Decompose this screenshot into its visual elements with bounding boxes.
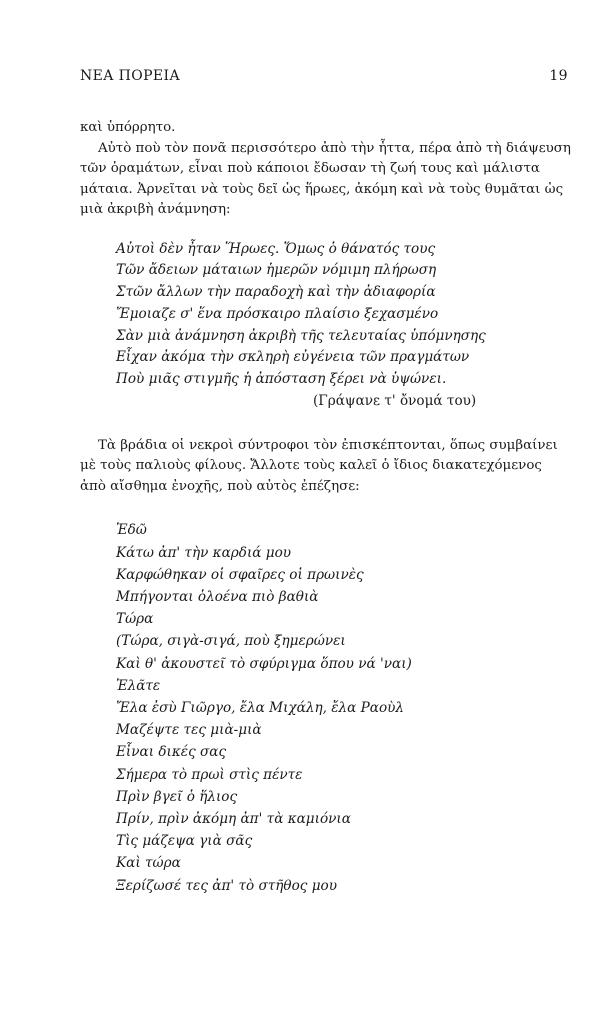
poem-line: Ἔμοιαζε σ' ἕνα πρόσκαιρο πλαίσιο ξεχασμένο <box>116 305 439 322</box>
poem-quote <box>80 239 572 413</box>
paragraph: Τὰ βράδια οἱ νεκροὶ σύντροφοι τὸν ἐπισκέπτονται, ὅπως συμβαίνει μὲ τοὺς παλιοὺς φίλους. Ἄλλοτε τοὺς καλεῖ ὁ ἴδιος διακατεχόμενος ἀπὸ αἴσθημα ἐνοχῆς, ποὺ αὐτὸς ἐπέζησε: <box>80 437 558 494</box>
poem-line: Ξερίζωσέ τες ἀπ' τὸ στῆθος μου <box>116 877 338 894</box>
poem-line: Εἶναι δικές σας <box>116 744 227 761</box>
paragraph-continuation: καὶ ὑπόρρητο. <box>80 120 176 135</box>
poem-line: Καρφώθηκαν οἱ σφαῖρες οἱ πρωινὲς <box>116 566 364 583</box>
poem-line: Στῶν ἄλλων τὴν παραδοχὴ καὶ τὴν ἀδιαφορία <box>116 284 436 301</box>
poem-line: Κάτω ἀπ' τὴν καρδιά μου <box>116 544 292 561</box>
poem-line: Ἐλᾶτε <box>116 677 161 694</box>
poem-line: Ἔλα ἐσὺ Γιῶργο, ἔλα Μιχάλη, ἔλα Ραοὺλ <box>116 700 405 716</box>
poem-line: Καὶ τώρα <box>116 855 181 872</box>
poem-quote <box>80 519 572 896</box>
poem-line: Τώρα <box>116 611 154 628</box>
poem-line: Πρὶν βγεῖ ὁ ἥλιος <box>116 788 238 805</box>
poem-line: Μαζέψτε τες μιὰ-μιὰ <box>116 722 262 739</box>
poem-line: (Τώρα, σιγὰ-σιγά, ποὺ ξημερώνει <box>116 633 346 650</box>
poem-line: Ἐδῶ <box>116 522 147 539</box>
poem-line: Εἶχαν ἀκόμα τὴν σκληρὴ εὐγένεια τῶν πραγμάτων <box>116 349 470 366</box>
poem-line: Ποὺ μιᾶς στιγμῆς ἡ ἀπόσταση ξέρει νὰ ὑψώνει. <box>116 371 447 388</box>
poem-line: Τὶς μάζεψα γιὰ σᾶς <box>116 833 253 850</box>
poem-line: Καὶ θ' ἀκουστεῖ τὸ σφύριγμα ὅπου νά 'ναι) <box>116 655 412 672</box>
poem-line: Σήμερα τὸ πρωὶ στὶς πέντε <box>116 766 303 783</box>
poem-line: Πρίν, πρὶν ἀκόμη ἀπ' τὰ καμιόνια <box>116 811 351 828</box>
page-body <box>80 118 572 897</box>
poem-source: (Γράψανε τ' ὄνομά του) <box>313 393 477 410</box>
page-number: 19 <box>549 68 568 84</box>
poem-line: Τῶν ἄδειων μάταιων ἡμερῶν νόμιμη πλήρωση <box>116 262 437 279</box>
poem-line: Αὐτοὶ δὲν ἦταν Ἥρωες. Ὅμως ὁ θάνατός τους <box>116 240 436 257</box>
poem-line: Μπήγονται ὁλοένα πιὸ βαθιὰ <box>116 588 319 605</box>
journal-title: ΝΕΑ ΠΟΡΕΙΑ <box>80 68 180 84</box>
paragraph: Αὐτὸ ποὺ τὸν πονᾶ περισσότερο ἀπὸ τὴν ἧττα, πέρα ἀπὸ τὴ διάψευση τῶν ὁραμάτων, εἶναι ποὺ κάποιοι ἔδωσαν τὴ ζωή τους καὶ μάλιστα μάταια. Ἀρνεῖται νὰ τοὺς δεῖ ὡς ἥρωες, ἀκόμη καὶ νὰ τοὺς θυμᾶται ὡς μιὰ ἀκριβὴ ἀνάμνηση: <box>80 140 571 217</box>
poem-line: Σὰν μιὰ ἀνάμνηση ἀκριβὴ τῆς τελευταίας ὑπόμνησης <box>116 327 486 344</box>
